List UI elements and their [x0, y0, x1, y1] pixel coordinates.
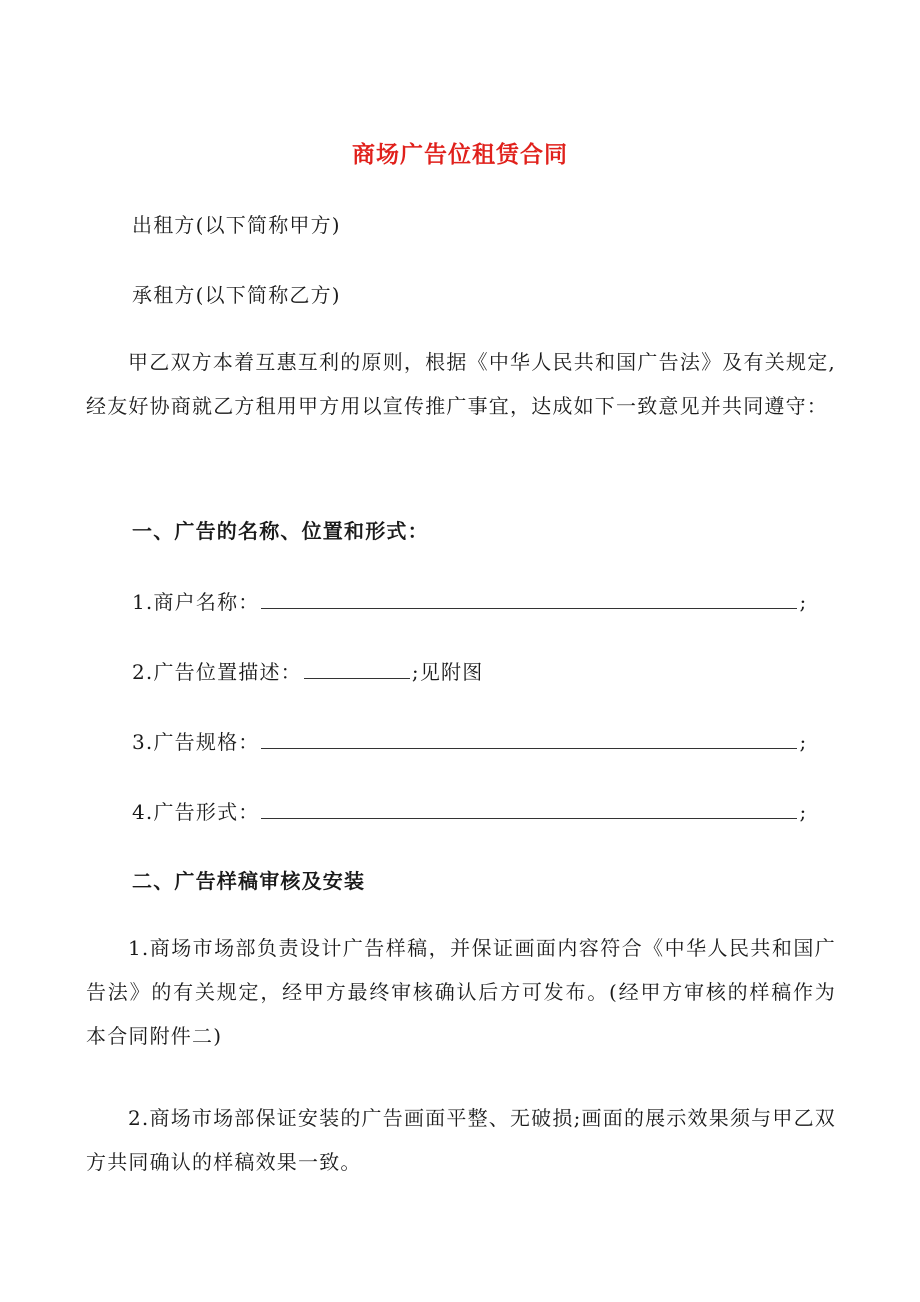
- ad-spec-blank: [261, 724, 797, 749]
- ad-location-blank: [304, 654, 410, 679]
- section-2-paragraph-1: 1.商场市场部负责设计广告样稿，并保证画面内容符合《中华人民共和国广告法》的有关规定，经甲方最终审核确认后方可发布。(经甲方审核的样稿作为本合同附件二): [86, 936, 836, 1048]
- merchant-name-blank: [261, 584, 797, 609]
- section-2-heading: 二、广告样稿审核及安装: [132, 869, 366, 893]
- field-ad-spec: [132, 724, 807, 759]
- field-ad-location: [132, 654, 483, 689]
- field-ad-form-label: 4.广告形式：: [132, 800, 260, 824]
- field-ad-location-suffix: ;见附图: [411, 660, 484, 684]
- field-ad-spec-suffix: ;: [799, 730, 808, 754]
- lessor-line: 出租方(以下简称甲方): [132, 213, 341, 237]
- field-merchant-name-suffix: ;: [799, 590, 808, 614]
- field-ad-spec-label: 3.广告规格：: [132, 730, 260, 754]
- field-merchant-name: [132, 584, 807, 619]
- field-merchant-name-label: 1.商户名称：: [132, 590, 260, 614]
- intro-paragraph: 甲乙双方本着互惠互利的原则，根据《中华人民共和国广告法》及有关规定,经友好协商就乙方租用甲方用以宣传推广事宜，达成如下一致意见并共同遵守：: [86, 350, 836, 418]
- lessee-line: 承租方(以下简称乙方): [132, 283, 341, 307]
- field-ad-form: [132, 794, 807, 829]
- document-title: 商场广告位租赁合同: [352, 141, 568, 168]
- section-2-paragraph-2: 2.商场市场部保证安装的广告画面平整、无破损;画面的展示效果须与甲乙双方共同确认的样稿效果一致。: [86, 1106, 836, 1174]
- section-1-heading: 一、广告的名称、位置和形式：: [132, 519, 429, 543]
- ad-form-blank: [261, 794, 797, 819]
- field-ad-location-label: 2.广告位置描述：: [132, 660, 302, 684]
- field-ad-form-suffix: ;: [799, 800, 808, 824]
